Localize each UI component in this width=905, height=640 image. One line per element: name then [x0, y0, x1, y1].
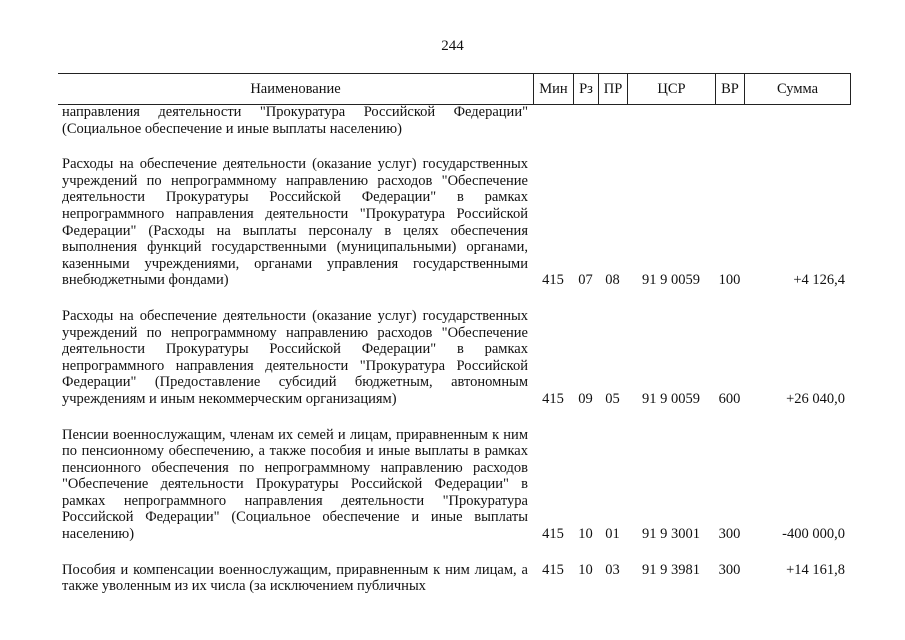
row-pr: 03: [605, 561, 620, 578]
row-sum: +14 161,8: [786, 561, 845, 578]
row-min: 415: [542, 561, 564, 578]
row-name: Расходы на обеспечение деятельности (оказание услуг) государственных учреждений по непрограммному направлению расходов "Обеспечение деятельности Прокуратуры Российской Федерации" в рамках непрограммного направления деятельности "Прокуратура Российской Федерации" (Расходы на выплаты персоналу в целях обеспечения выполнения функций государственными (муниципальными) органами, казенными учреждениями, органами управления государственными внебюджетными фондами): [62, 156, 528, 289]
table-body: [58, 104, 851, 640]
row-csr: 91 9 0059: [642, 390, 700, 407]
row-name: Пособия и компенсации военнослужащим, приравненным к ним лицам, а также уволенным из их числа (за исключением публичных: [62, 561, 528, 595]
row-pr: 05: [605, 390, 620, 407]
row-codes: [58, 391, 851, 408]
row-csr: 91 9 0059: [642, 272, 700, 289]
table-row: [58, 104, 851, 137]
row-rz: 07: [578, 272, 593, 289]
row-min: 415: [542, 526, 564, 543]
row-min: 415: [542, 390, 564, 407]
page-number: 244: [441, 38, 464, 54]
row-codes: [58, 526, 851, 543]
row-pr: 08: [605, 272, 620, 289]
row-sum: +26 040,0: [786, 390, 845, 407]
row-rz: 10: [578, 526, 593, 543]
row-codes: [58, 272, 851, 289]
row-rz: 10: [578, 561, 593, 578]
table-row: [58, 156, 851, 289]
row-vr: 100: [718, 272, 741, 289]
row-sum: +4 126,4: [793, 272, 845, 289]
row-vr: 300: [718, 561, 741, 578]
row-pr: 01: [605, 526, 620, 543]
row-vr: 600: [718, 390, 741, 407]
row-sum: -400 000,0: [782, 526, 845, 543]
table-row: [58, 562, 851, 595]
column-header-csr: ЦСР: [627, 74, 715, 104]
table-row: [58, 427, 851, 543]
row-name: направления деятельности "Прокуратура Российской Федерации" (Социальное обеспечение и иные выплаты населению): [62, 104, 528, 137]
column-header-name: Наименование: [250, 81, 341, 97]
row-csr: 91 9 3001: [642, 526, 700, 543]
row-name: Пенсии военнослужащим, членам их семей и лицам, приравненным к ним по пенсионному обеспечению, а также пособия и иные выплаты в рамках пенсионного обеспечения по непрограммному направлению расходов "Обеспечение деятельности Прокуратуры Российской Федерации" в рамках непрограммного направления деятельности "Прокуратура Российской Федерации" (Социальное обеспечение и иные выплаты населению): [62, 426, 528, 543]
column-header-sum: Сумма: [744, 74, 851, 104]
row-codes: [58, 562, 851, 579]
row-csr: 91 9 3981: [642, 561, 700, 578]
row-name: Расходы на обеспечение деятельности (оказание услуг) государственных учреждений по непрограммному направлению расходов "Обеспечение деятельности Прокуратуры Российской Федерации" в рамках непрограммного направления деятельности "Прокуратура Российской Федерации" (Предоставление субсидий бюджетным, автономным учреждениям и иным некоммерческим организациям): [62, 307, 528, 407]
column-header-rz: Рз: [573, 74, 598, 104]
column-header-min: Мин: [533, 74, 573, 104]
table-row: [58, 308, 851, 408]
table-header: [58, 73, 851, 105]
row-rz: 09: [578, 390, 593, 407]
row-vr: 300: [718, 526, 741, 543]
column-header-pr: ПР: [598, 74, 627, 104]
row-min: 415: [542, 272, 564, 289]
column-header-vr: ВР: [715, 74, 744, 104]
